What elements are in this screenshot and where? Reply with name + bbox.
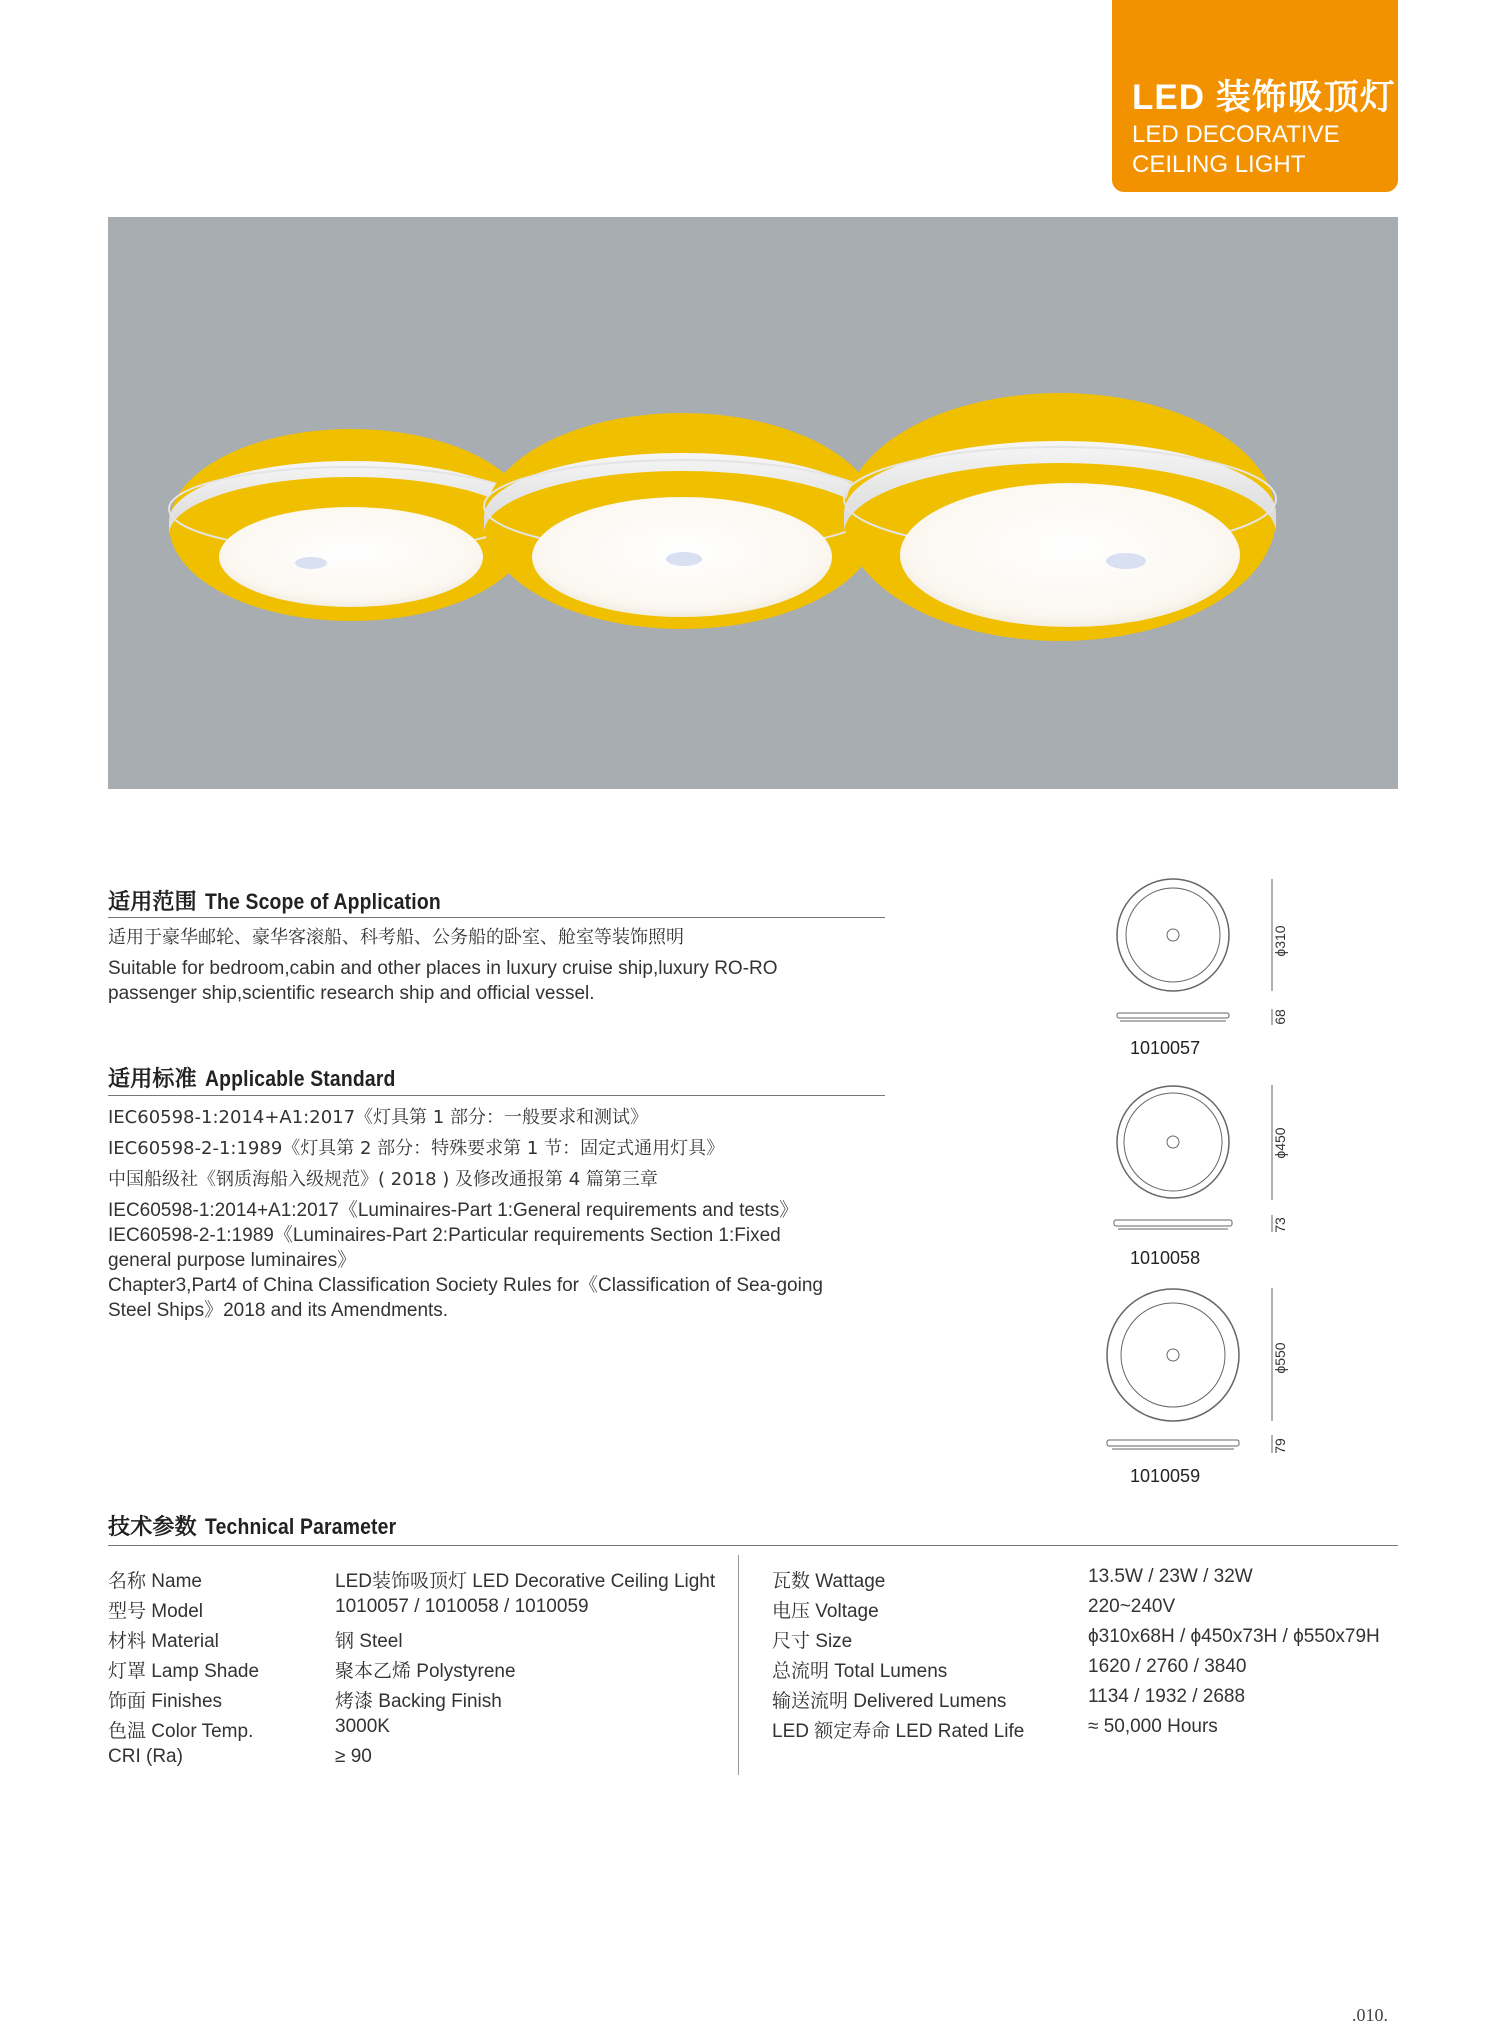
- param-label: 瓦数 Wattage: [772, 1571, 886, 1592]
- dim-diameter-1010057: ϕ310: [1272, 925, 1288, 957]
- param-label: 名称 Name: [108, 1571, 202, 1592]
- param-label: 电压 Voltage: [772, 1601, 879, 1622]
- drawing-1010057: [1117, 879, 1272, 1025]
- param-label: 灯罩 Lamp Shade: [108, 1661, 260, 1682]
- lamp-1010058: [484, 413, 880, 629]
- param-label: 材料 Material: [108, 1631, 219, 1652]
- lamp-1010057: [169, 429, 533, 621]
- lamp-1010059: [844, 393, 1276, 641]
- param-label: 输送流明 Delivered Lumens: [772, 1691, 1007, 1712]
- technical-drawings: [1090, 870, 1320, 1490]
- standard-title: [108, 1062, 421, 1093]
- standard-line: 中国船级社《钢质海船入级规范》( 2018 ) 及修改通报第 4 篇第三章: [108, 1169, 658, 1190]
- scope-title-zh: 适用范围: [108, 890, 197, 915]
- model-label-1010059: 1010059: [1130, 1466, 1201, 1486]
- standard-title-en: Applicable Standard: [204, 1066, 396, 1091]
- model-label-1010058: 1010058: [1130, 1248, 1201, 1268]
- param-label: 饰面 Finishes: [108, 1691, 223, 1712]
- param-value: LED装饰吸顶灯 LED Decorative Ceiling Light: [335, 1571, 716, 1592]
- scope-text-en-1: Suitable for bedroom,cabin and other places in luxury cruise ship,luxury RO-RO: [108, 958, 778, 979]
- header-title-en: [1132, 120, 1340, 180]
- param-label: 型号 Model: [108, 1601, 204, 1622]
- standard-line: IEC60598-1:2014+A1:2017《灯具第 1 部分：一般要求和测试》: [108, 1107, 648, 1128]
- param-value: 聚本乙烯 Polystyrene: [335, 1661, 516, 1682]
- scope-rule: [108, 917, 885, 918]
- param-label: 尺寸 Size: [772, 1631, 853, 1652]
- drawing-1010059: [1107, 1288, 1272, 1453]
- param-value: 220~240V: [1088, 1596, 1176, 1617]
- dim-height-1010058: 73: [1272, 1217, 1288, 1233]
- param-label: 色温 Color Temp.: [108, 1721, 254, 1742]
- scope-text-en-2: passenger ship,scientific research ship and official vessel.: [108, 983, 595, 1004]
- standard-line: Chapter3,Part4 of China Classification Society Rules for《Classification of Sea-going: [108, 1275, 823, 1296]
- product-photo-illustration: [108, 217, 1398, 789]
- standard-rule: [108, 1095, 885, 1096]
- param-label: LED 额定寿命 LED Rated Life: [772, 1721, 1025, 1742]
- scope-title: [108, 885, 473, 916]
- drawing-1010058: [1114, 1085, 1272, 1232]
- scope-text-zh: 适用于豪华邮轮、豪华客滚船、科考船、公务船的卧室、舱室等装饰照明: [108, 927, 684, 948]
- product-photo: [108, 217, 1398, 789]
- param-value: 1010057 / 1010058 / 1010059: [335, 1596, 589, 1617]
- param-value: 钢 Steel: [335, 1631, 403, 1652]
- params-title-zh: 技术参数: [108, 1515, 197, 1540]
- params-rule: [108, 1545, 1398, 1546]
- param-label: 总流明 Total Lumens: [772, 1661, 948, 1682]
- params-title-en: Technical Parameter: [204, 1514, 396, 1539]
- param-value: ≈ 50,000 Hours: [1088, 1716, 1218, 1737]
- dim-diameter-1010059: ϕ550: [1272, 1342, 1288, 1374]
- param-value: 1134 / 1932 / 2688: [1088, 1686, 1246, 1707]
- standard-title-zh: 适用标准: [108, 1067, 197, 1092]
- param-value: ≥ 90: [335, 1746, 372, 1767]
- header-tab: [1112, 0, 1398, 192]
- param-value: 烤漆 Backing Finish: [335, 1691, 502, 1712]
- standard-line: IEC60598-1:2014+A1:2017《Luminaires-Part 1:General requirements and tests》: [108, 1200, 799, 1221]
- header-title-en-line1: LED DECORATIVE: [1132, 121, 1340, 148]
- dim-height-1010059: 79: [1272, 1438, 1288, 1454]
- dim-height-1010057: 68: [1272, 1009, 1288, 1025]
- param-value: 13.5W / 23W / 32W: [1088, 1566, 1253, 1587]
- params-title: [108, 1510, 422, 1541]
- page-number: .010.: [1352, 2005, 1388, 2025]
- scope-title-en: The Scope of Application: [204, 889, 441, 914]
- standard-line: Steel Ships》2018 and its Amendments.: [108, 1300, 449, 1321]
- param-label: CRI (Ra): [108, 1746, 183, 1767]
- model-label-1010057: 1010057: [1130, 1038, 1201, 1058]
- standard-line: IEC60598-2-1:1989《灯具第 2 部分：特殊要求第 1 节：固定式通用灯具》: [108, 1138, 725, 1159]
- params-divider: [738, 1555, 739, 1775]
- standard-line: IEC60598-2-1:1989《Luminaires-Part 2:Particular requirements Section 1:Fixed: [108, 1225, 781, 1246]
- param-value: 1620 / 2760 / 3840: [1088, 1656, 1247, 1677]
- param-value: ϕ310x68H / ϕ450x73H / ϕ550x79H: [1088, 1626, 1380, 1647]
- standard-line: general purpose luminaires》: [108, 1250, 357, 1271]
- param-value: 3000K: [335, 1716, 390, 1737]
- dim-diameter-1010058: ϕ450: [1272, 1127, 1288, 1159]
- header-title-en-line2: CEILING LIGHT: [1132, 151, 1306, 178]
- header-title-zh: LED 装饰吸顶灯: [1132, 78, 1396, 117]
